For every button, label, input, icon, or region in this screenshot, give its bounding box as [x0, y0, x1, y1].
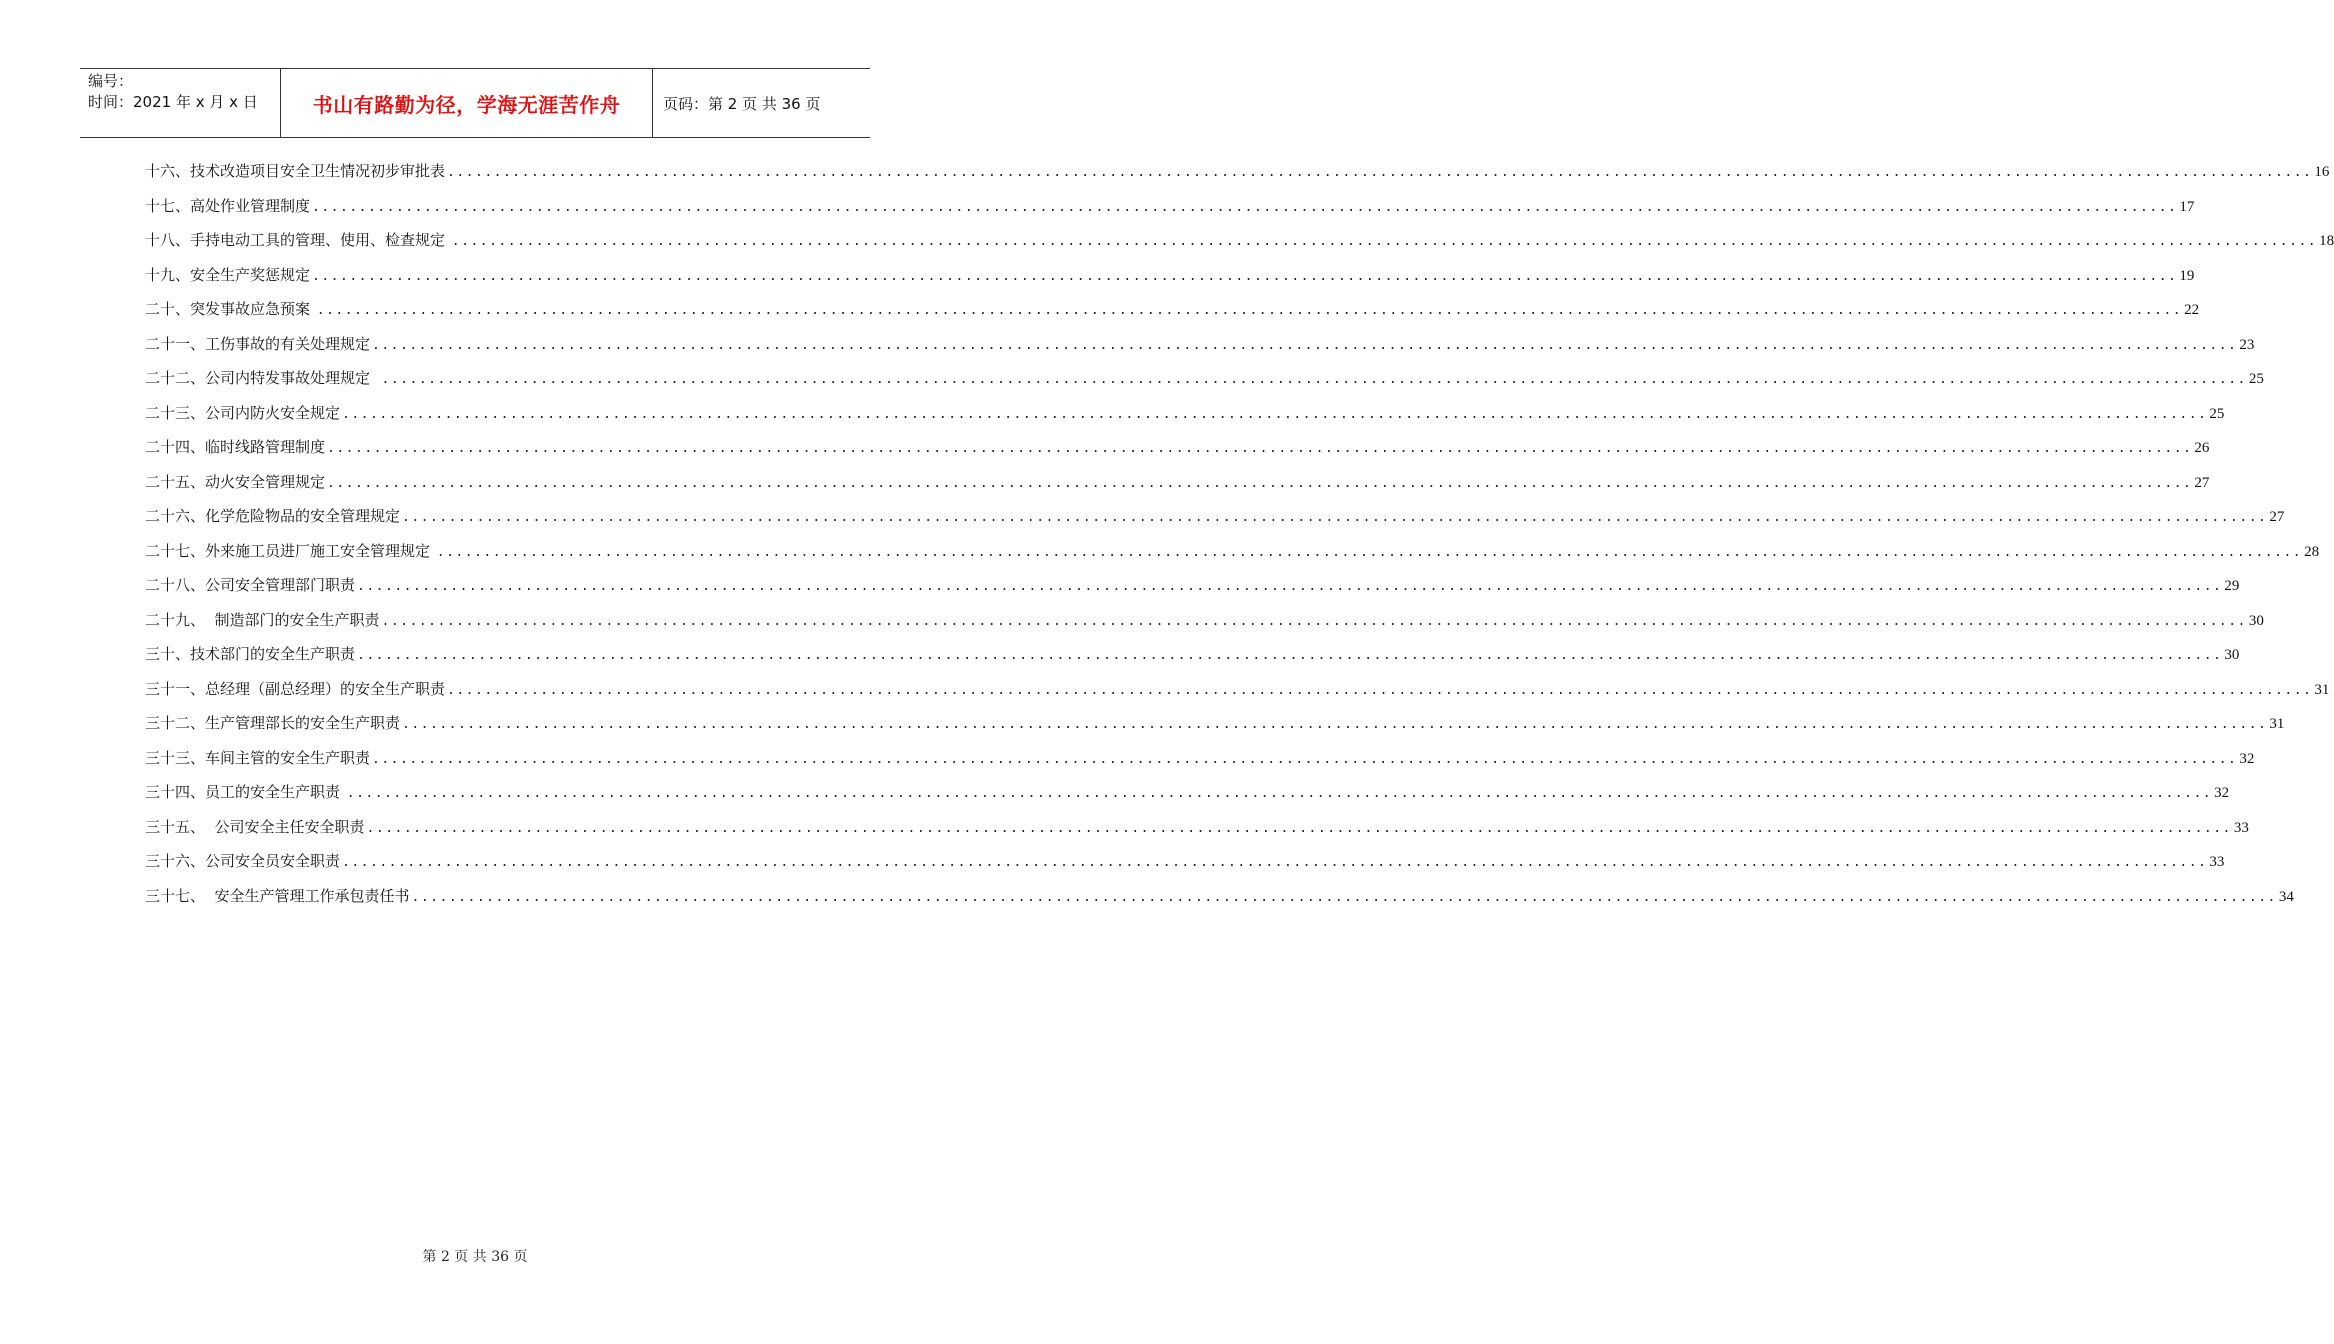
toc-leader-dots: ........................................................................................................................................................................................................	[447, 165, 2313, 180]
header-motto: 书山有路勤为径，学海无涯苦作舟	[281, 69, 653, 137]
toc-entry[interactable]	[145, 816, 2249, 851]
toc-entry-title: 三十五、 公司安全主任安全职责	[145, 817, 365, 836]
toc-entry[interactable]	[145, 471, 2210, 506]
toc-entry[interactable]	[145, 678, 2330, 713]
toc-entry-page: 25	[2209, 405, 2225, 422]
toc-entry-page: 34	[2278, 888, 2294, 905]
table-of-contents	[145, 160, 2334, 919]
toc-leader-dots: ........................................................................................................................................................................................................	[411, 889, 2277, 905]
toc-leader-dots: ........................................................................................................................................................................................................	[357, 579, 2223, 594]
toc-leader-dots: ........................................................................................................................................................................................................	[451, 234, 2318, 249]
page-header	[80, 68, 870, 138]
toc-entry[interactable]	[145, 367, 2264, 402]
toc-entry[interactable]	[145, 712, 2285, 747]
toc-entry-page: 27	[2269, 509, 2285, 525]
toc-entry[interactable]	[145, 436, 2210, 471]
toc-entry[interactable]	[145, 402, 2225, 437]
toc-entry-title: 二十九、 制造部门的安全生产职责	[145, 610, 380, 629]
toc-leader-dots: ........................................................................................................................................................................................................	[346, 786, 2213, 801]
toc-entry-page: 16	[2314, 164, 2330, 180]
toc-entry-title: 二十八、公司安全管理部门职责	[145, 576, 356, 594]
toc-leader-dots: ........................................................................................................................................................................................................	[327, 475, 2193, 491]
toc-entry-title: 三十六、公司安全员安全职责	[145, 852, 341, 870]
toc-entry-title: 三十一、总经理（副总经理）的安全生产职责	[145, 679, 446, 698]
toc-entry-title: 二十七、外来施工员进厂施工安全管理规定	[145, 541, 435, 560]
toc-entry-page: 32	[2239, 750, 2255, 767]
toc-entry-page: 33	[2233, 819, 2249, 836]
toc-entry[interactable]	[145, 160, 2330, 195]
toc-entry[interactable]	[145, 540, 2320, 575]
toc-entry-title: 二十二、公司内特发事故处理规定	[145, 369, 380, 387]
toc-entry[interactable]	[145, 781, 2230, 816]
toc-entry[interactable]	[145, 333, 2255, 368]
toc-leader-dots: ........................................................................................................................................................................................................	[372, 751, 2238, 767]
serial-label: 编号：	[88, 72, 134, 90]
toc-entry-title: 三十二、生产管理部长的安全生产职责	[145, 714, 401, 732]
toc-leader-dots: ........................................................................................................................................................................................................	[447, 682, 2313, 698]
toc-entry-title: 十七、高处作业管理制度	[145, 196, 311, 215]
toc-leader-dots: ........................................................................................................................................................................................................	[402, 510, 2268, 525]
toc-entry-page: 19	[2179, 267, 2195, 284]
toc-entry-title: 二十四、临时线路管理制度	[145, 438, 326, 456]
toc-leader-dots: ........................................................................................................................................................................................................	[316, 303, 2183, 318]
toc-entry-title: 三十七、 安全生产管理工作承包责任书	[145, 886, 410, 905]
toc-leader-dots: ........................................................................................................................................................................................................	[342, 855, 2208, 870]
toc-entry-page: 31	[2269, 716, 2285, 732]
toc-entry-title: 三十四、员工的安全生产职责	[145, 783, 345, 801]
toc-leader-dots: ........................................................................................................................................................................................................	[436, 544, 2303, 560]
toc-entry-page: 33	[2209, 854, 2225, 870]
header-meta	[80, 69, 281, 137]
toc-entry-page: 29	[2224, 578, 2240, 594]
toc-entry-page: 32	[2214, 785, 2230, 801]
toc-entry[interactable]	[145, 609, 2264, 644]
toc-entry[interactable]	[145, 505, 2285, 540]
toc-entry-page: 26	[2194, 440, 2210, 456]
toc-entry-title: 二十三、公司内防火安全规定	[145, 403, 341, 422]
toc-leader-dots: ........................................................................................................................................................................................................	[381, 613, 2247, 629]
date-label: 时间：2021 年 x 月 x 日	[88, 93, 258, 111]
toc-entry-page: 30	[2224, 647, 2240, 663]
toc-leader-dots: ........................................................................................................................................................................................................	[372, 337, 2238, 353]
toc-entry-page: 28	[2304, 543, 2320, 560]
toc-entry-title: 三十三、车间主管的安全生产职责	[145, 748, 371, 767]
toc-leader-dots: ........................................................................................................................................................................................................	[366, 820, 2232, 836]
toc-entry-title: 三十、技术部门的安全生产职责	[145, 645, 356, 663]
toc-entry[interactable]	[145, 643, 2240, 678]
toc-leader-dots: ........................................................................................................................................................................................................	[357, 648, 2223, 663]
toc-entry-page: 31	[2314, 681, 2330, 698]
toc-entry-title: 二十、突发事故应急预案	[145, 300, 315, 318]
toc-entry-page: 22	[2184, 302, 2200, 318]
toc-entry-title: 二十六、化学危险物品的安全管理规定	[145, 507, 401, 525]
toc-entry-title: 二十一、工伤事故的有关处理规定	[145, 334, 371, 353]
toc-entry[interactable]	[145, 264, 2195, 299]
toc-entry[interactable]	[145, 195, 2195, 230]
toc-entry-page: 30	[2248, 612, 2264, 629]
toc-entry-page: 25	[2248, 371, 2264, 387]
toc-entry[interactable]	[145, 298, 2200, 333]
header-page-info: 页码：第 2 页 共 36 页	[663, 94, 821, 113]
toc-entry[interactable]	[145, 885, 2294, 920]
toc-entry-title: 十八、手持电动工具的管理、使用、检查规定	[145, 231, 450, 249]
toc-entry[interactable]	[145, 229, 2334, 264]
toc-leader-dots: ........................................................................................................................................................................................................	[342, 406, 2208, 422]
toc-leader-dots: ........................................................................................................................................................................................................	[327, 441, 2193, 456]
toc-entry-title: 十六、技术改造项目安全卫生情况初步审批表	[145, 162, 446, 180]
toc-entry[interactable]	[145, 850, 2225, 885]
toc-leader-dots: ........................................................................................................................................................................................................	[312, 199, 2178, 215]
toc-entry-page: 23	[2239, 336, 2255, 353]
page-footer: 第 2 页 共 36 页	[422, 1249, 528, 1265]
toc-entry[interactable]	[145, 574, 2240, 609]
toc-leader-dots: ........................................................................................................................................................................................................	[402, 717, 2268, 732]
toc-entry-page: 17	[2179, 198, 2195, 215]
toc-leader-dots: ........................................................................................................................................................................................................	[312, 268, 2178, 284]
toc-entry-title: 十九、安全生产奖惩规定	[145, 265, 311, 284]
toc-entry[interactable]	[145, 747, 2255, 782]
toc-entry-page: 27	[2194, 474, 2210, 491]
toc-entry-title: 二十五、动火安全管理规定	[145, 472, 326, 491]
toc-entry-page: 18	[2319, 233, 2334, 249]
toc-leader-dots: ........................................................................................................................................................................................................	[381, 372, 2247, 387]
